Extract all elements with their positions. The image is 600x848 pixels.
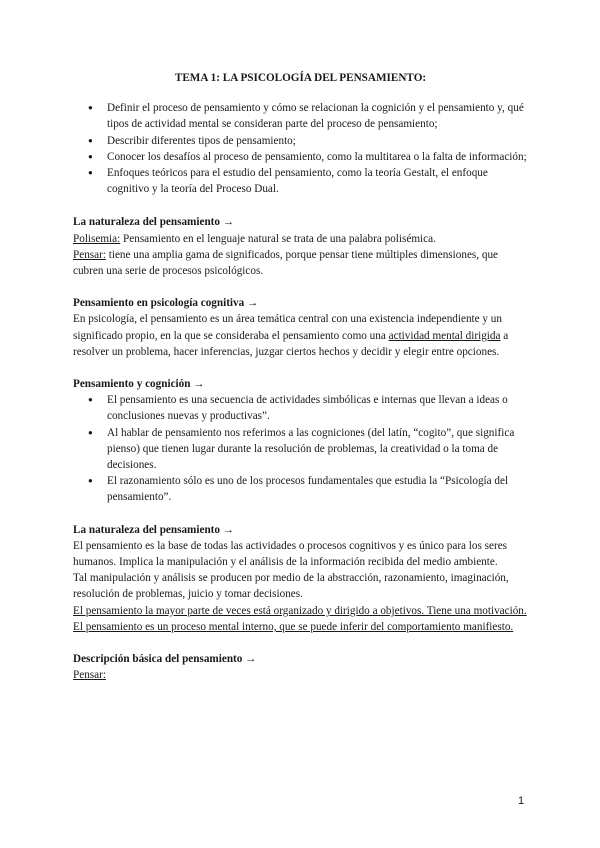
polisemia-paragraph: Polisemia: Pensamiento en el lenguaje natural se trata de una palabra polisémica. [73, 232, 436, 245]
section-psicologia-cognitiva [73, 295, 528, 360]
page-number: 1 [518, 795, 525, 807]
arrow-icon: → [247, 297, 259, 310]
section-heading: La naturaleza del pensamiento → [73, 216, 234, 229]
arrow-icon: → [245, 653, 257, 666]
term-label: Pensar: [73, 669, 106, 682]
term-label: Polisemia: [73, 232, 121, 245]
section-pensamiento-cognicion [73, 376, 528, 506]
list-item: ● El pensamiento es una secuencia de actividades simbólicas e internas que llevan a ideas o conclusiones nuevas y productivas”. [107, 392, 528, 424]
page-title: TEMA 1: LA PSICOLOGÍA DEL PENSAMIENTO: [174, 72, 427, 84]
objectives-list [73, 100, 528, 197]
page-content [73, 70, 528, 700]
list-item: ● Al hablar de pensamiento nos referimos a las cogniciones (del latín, “cogito”, que significa pienso) que tienen lugar durante la resolución de problemas, la creatividad o la toma de decisiones. [107, 425, 528, 474]
body-paragraph: El pensamiento es la base de todas las actividades o procesos cognitivos y es único para los seres humanos. Implica la manipulación y el análisis de la información recibida del medio ambiente. [73, 539, 508, 569]
arrow-icon: → [222, 216, 234, 229]
underlined-paragraph: El pensamiento la mayor parte de veces está organizado y dirigido a objetivos. Tiene una motivación. [73, 604, 527, 617]
objective-item: ● Conocer los desafíos al proceso de pensamiento, como la multitarea o la falta de información; [107, 149, 528, 165]
objective-item: ● Definir el proceso de pensamiento y cómo se relacionan la cognición y el pensamiento y, qué tipos de actividad mental se consideran parte del proceso de pensamiento; [107, 100, 528, 132]
cognicion-list [73, 392, 528, 505]
arrow-icon: → [193, 378, 205, 391]
section-heading: La naturaleza del pensamiento → [73, 523, 234, 536]
section-heading: Pensamiento en psicología cognitiva → [73, 297, 259, 310]
underlined-term: actividad mental dirigida [388, 329, 501, 342]
section-naturaleza-1 [73, 214, 528, 279]
section-descripcion-basica [73, 651, 528, 683]
objective-item: ● Enfoques teóricos para el estudio del pensamiento, como la teoría Gestalt, el enfoque cognitivo y la teoría del Proceso Dual. [107, 165, 528, 197]
term-label: Pensar: [73, 248, 106, 261]
section-heading: Pensamiento y cognición → [73, 378, 205, 391]
arrow-icon: → [222, 523, 234, 536]
underlined-paragraph: El pensamiento es un proceso mental interno, que se puede inferir del comportamiento manifiesto. [73, 620, 514, 633]
pensar-paragraph: Pensar: tiene una amplia gama de significados, porque pensar tiene múltiples dimensiones, que cubren una serie de procesos psicológicos. [73, 248, 499, 278]
body-paragraph: En psicología, el pensamiento es un área temática central con una existencia independiente y un significado propio, en la que se consideraba el pensamiento como una actividad mental dirigida a resolver un problema, hacer inferencias, juzgar ciertos hechos y decidir y elegir entre opciones. [73, 313, 509, 358]
section-naturaleza-2 [73, 522, 528, 635]
body-paragraph: Tal manipulación y análisis se producen por medio de la abstracción, razonamiento, imaginación, resolución de problemas, juicio y tomar decisiones. [73, 572, 509, 601]
section-heading: Descripción básica del pensamiento → [73, 653, 257, 666]
list-item: ● El razonamiento sólo es uno de los procesos fundamentales que estudia la “Psicología del pensamiento”. [107, 473, 528, 505]
objective-item: ● Describir diferentes tipos de pensamiento; [107, 133, 528, 149]
